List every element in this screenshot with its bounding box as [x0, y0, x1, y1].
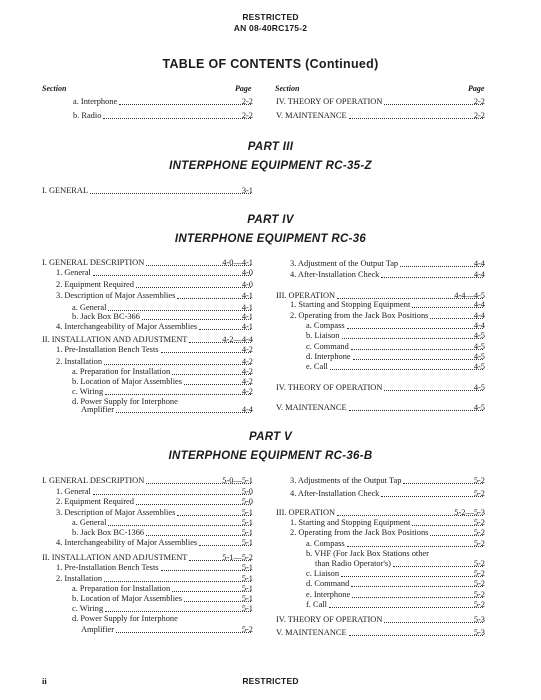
entry-page: 5-0	[241, 497, 253, 506]
entry-label: V. MAINTENANCE	[276, 628, 347, 637]
dot-leader	[329, 607, 483, 608]
dot-leader	[104, 581, 251, 582]
entry-label: 3. Adjustments of the Output Tap	[290, 476, 402, 485]
entry-page: 4-5	[473, 383, 485, 392]
entry-page: 2-2	[241, 111, 253, 120]
toc-entry[interactable]	[290, 518, 485, 528]
entry-label: c. Wiring	[72, 604, 104, 613]
entry-label: b. Jack Box BC-1366	[72, 528, 145, 537]
dot-leader	[146, 535, 251, 536]
dot-leader	[172, 591, 251, 592]
part-iv-title: INTERPHONE EQUIPMENT RC-36	[174, 233, 367, 245]
toc-entry[interactable]	[276, 508, 485, 518]
entry-page: 4-2	[241, 357, 253, 366]
entry-label: f. Call	[306, 600, 327, 609]
entry-page: 5-1	[241, 528, 253, 537]
entry-label: V. MAINTENANCE	[276, 111, 347, 120]
entry-label: a. General	[72, 518, 107, 527]
toc-entry[interactable]	[306, 600, 485, 610]
part-iii-title: INTERPHONE EQUIPMENT RC-35-Z	[169, 160, 372, 172]
entry-page: 5-1	[241, 574, 253, 583]
toc-entry-part3-general[interactable]	[42, 186, 253, 196]
entry-label: 4. After-Installation Check	[290, 489, 380, 498]
toc-entry[interactable]	[42, 335, 253, 345]
entry-label: b. Jack Box BC-366	[72, 312, 140, 321]
entry-label: V. MAINTENANCE	[276, 403, 347, 412]
page-number: ii	[42, 676, 47, 686]
entry-label: I. GENERAL DESCRIPTION	[42, 258, 145, 267]
entry-label: d. Power Supply for Interphone	[72, 397, 178, 406]
entry-label: IV. THEORY OF OPERATION	[276, 615, 383, 624]
toc-entry-radio[interactable]	[73, 111, 253, 121]
document-number: AN 08-40RC175-2	[233, 23, 308, 33]
entry-page: 4-5	[473, 342, 485, 351]
dot-leader	[353, 359, 483, 360]
entry-page: 4-4	[473, 259, 485, 268]
entry-page: 4-0	[241, 280, 253, 289]
toc-entry[interactable]	[306, 590, 485, 600]
toc-entry[interactable]	[306, 569, 485, 579]
toc-entry[interactable]	[290, 489, 485, 499]
toc-entry[interactable]	[72, 518, 253, 528]
toc-entry[interactable]	[290, 300, 485, 310]
entry-label: b. Location of Major Assemblies	[72, 377, 183, 386]
toc-entry[interactable]	[56, 291, 253, 301]
dot-leader	[161, 352, 251, 353]
entry-label: a. Preparation for Installation	[72, 584, 171, 593]
entry-page: 5-2	[473, 579, 485, 588]
entry-page: 4-5	[473, 352, 485, 361]
entry-page: 5-2	[473, 518, 485, 527]
entry-page: 5-2	[473, 590, 485, 599]
dot-leader	[136, 504, 251, 505]
entry-page: 4-2—4-4	[222, 335, 253, 344]
part-v-title: INTERPHONE EQUIPMENT RC-36-B	[168, 450, 373, 462]
entry-label: than Radio Operator's)	[315, 559, 391, 568]
entry-page: 4-4	[473, 300, 485, 309]
dot-leader	[142, 319, 251, 320]
entry-page: 5-2	[473, 528, 485, 537]
entry-label: 3. Description of Major Assemblies	[56, 508, 176, 517]
entry-page: 5-0—5-1	[222, 476, 253, 485]
toc-entry[interactable]	[56, 563, 253, 573]
entry-page: 4-4	[473, 311, 485, 320]
dot-leader	[172, 374, 251, 375]
entry-label: b. Radio	[73, 111, 102, 120]
dot-leader	[90, 193, 251, 194]
toc-entry[interactable]	[56, 538, 253, 548]
entry-page: 5-1	[241, 584, 253, 593]
toc-entry[interactable]	[290, 259, 485, 269]
dot-leader	[341, 576, 483, 577]
toc-entry[interactable]	[72, 594, 253, 604]
entry-label: 1. General	[56, 487, 91, 496]
dot-leader	[384, 622, 483, 623]
toc-entry[interactable]	[56, 268, 253, 278]
part-v-label: PART V	[249, 431, 292, 443]
toc-entry[interactable]	[56, 322, 253, 332]
entry-page: 5-3	[473, 628, 485, 637]
dot-leader	[119, 104, 251, 105]
entry-label: 1. Pre-Installation Bench Tests	[56, 563, 159, 572]
dot-leader	[93, 494, 251, 495]
dot-leader	[104, 364, 251, 365]
toc-entry[interactable]	[56, 574, 253, 584]
dot-leader	[93, 275, 251, 276]
entry-page: 5-2	[473, 559, 485, 568]
entry-page: 4-1	[241, 322, 253, 331]
toc-entry[interactable]	[81, 405, 253, 415]
toc-entry[interactable]	[72, 528, 253, 538]
entry-label: b. Liaison	[306, 331, 340, 340]
entry-label: 4. Interchangeability of Major Assemblies	[56, 322, 198, 331]
toc-entry[interactable]	[72, 604, 253, 614]
entry-label: c. Command	[306, 342, 349, 351]
entry-label: d. Power Supply for Interphone	[72, 614, 178, 623]
toc-entry[interactable]	[276, 383, 485, 393]
toc-entry[interactable]	[72, 367, 253, 377]
entry-page: 4-1	[241, 291, 253, 300]
toc-entry[interactable]	[306, 321, 485, 331]
entry-label: III. OPERATION	[276, 508, 336, 517]
entry-page: 5-2	[473, 476, 485, 485]
entry-page: 4-2	[241, 367, 253, 376]
entry-label: b. VHF (For Jack Box Stations other	[306, 549, 429, 558]
dot-leader	[349, 118, 483, 119]
entry-page: 4-0	[241, 268, 253, 277]
entry-page: 5-2	[473, 600, 485, 609]
toc-entry[interactable]	[81, 625, 253, 635]
toc-entry[interactable]	[42, 553, 253, 563]
entry-page: 4-4	[473, 270, 485, 279]
entry-label: 1. Starting and Stopping Equipment	[290, 518, 411, 527]
entry-label: 2. Equipment Required	[56, 280, 134, 289]
entry-label: II. INSTALLATION AND ADJUSTMENT	[42, 553, 188, 562]
entry-page: 2-2	[473, 97, 485, 106]
toc-entry[interactable]	[306, 549, 485, 559]
dot-leader	[330, 369, 483, 370]
entry-page: 5-2	[241, 625, 253, 634]
toc-entry[interactable]	[306, 539, 485, 549]
dot-leader	[384, 390, 483, 391]
toc-entry[interactable]	[72, 584, 253, 594]
entry-label: 2. Equipment Required	[56, 497, 134, 506]
toc-entry[interactable]	[72, 387, 253, 397]
dot-leader	[177, 298, 251, 299]
dot-leader	[105, 394, 251, 395]
entry-page: 4-4—4-5	[454, 291, 485, 300]
dot-leader	[351, 586, 483, 587]
toc-entry[interactable]	[290, 270, 485, 280]
toc-entry[interactable]	[306, 362, 485, 372]
dot-leader	[161, 570, 251, 571]
dot-leader	[347, 328, 483, 329]
entry-label: II. INSTALLATION AND ADJUSTMENT	[42, 335, 188, 344]
entry-page: 4-5	[473, 403, 485, 412]
entry-label: 3. Adjustment of the Output Tap	[290, 259, 399, 268]
toc-entry[interactable]	[290, 476, 485, 486]
entry-page: 5-1	[241, 518, 253, 527]
entry-label: e. Interphone	[306, 590, 351, 599]
entry-label: 2. Installation	[56, 574, 103, 583]
entry-label: a. Interphone	[73, 97, 118, 106]
entry-label: c. Liaison	[306, 569, 340, 578]
col-page-left: Page	[235, 84, 252, 93]
entry-label: 3. Description of Major Assemblies	[56, 291, 176, 300]
entry-page: 4-2	[241, 377, 253, 386]
toc-entry[interactable]	[42, 476, 253, 486]
entry-label: 4. Interchangeability of Major Assemblies	[56, 538, 198, 547]
entry-page: 5-3	[473, 615, 485, 624]
entry-page: 5-2—5-3	[454, 508, 485, 517]
dot-leader	[347, 546, 483, 547]
entry-page: 4-2	[241, 387, 253, 396]
entry-label: 1. Pre-Installation Bench Tests	[56, 345, 159, 354]
part-iv-label: PART IV	[247, 214, 294, 226]
entry-page: 4-2	[241, 345, 253, 354]
entry-page: 4-4	[241, 405, 253, 414]
dot-leader	[105, 611, 251, 612]
toc-entry[interactable]	[56, 497, 253, 507]
dot-leader	[349, 635, 483, 636]
entry-label: 4. After-Installation Check	[290, 270, 380, 279]
entry-page: 5-2	[473, 539, 485, 548]
entry-label: IV. THEORY OF OPERATION	[276, 97, 383, 106]
toc-entry[interactable]	[276, 403, 485, 413]
entry-page: 5-1—5-2	[222, 553, 253, 562]
entry-page: 4-5	[473, 331, 485, 340]
dot-leader	[412, 307, 483, 308]
restricted-footer: RESTRICTED	[242, 676, 299, 686]
entry-page: 4-5	[473, 362, 485, 371]
entry-label: d. Command	[306, 579, 350, 588]
dot-leader	[108, 310, 251, 311]
toc-entry[interactable]	[72, 377, 253, 387]
toc-entry[interactable]	[306, 352, 485, 362]
dot-leader	[351, 349, 483, 350]
entry-page: 2-2	[241, 97, 253, 106]
entry-page: 5-1	[241, 604, 253, 613]
entry-label: d. Interphone	[306, 352, 351, 361]
entry-label: 1. Starting and Stopping Equipment	[290, 300, 411, 309]
toc-entry[interactable]	[306, 579, 485, 589]
toc-entry[interactable]	[315, 559, 485, 569]
toc-entry[interactable]	[42, 258, 253, 268]
dot-leader	[177, 515, 251, 516]
toc-title: TABLE OF CONTENTS (Continued)	[162, 57, 379, 71]
dot-leader	[381, 277, 483, 278]
entry-page: 5-1	[241, 538, 253, 547]
entry-page: 5-0	[241, 487, 253, 496]
entry-label: Amplifier	[81, 405, 115, 414]
entry-label: IV. THEORY OF OPERATION	[276, 383, 383, 392]
entry-page: 4-1	[241, 312, 253, 321]
dot-leader	[103, 118, 251, 119]
toc-entry-theory[interactable]	[276, 97, 485, 107]
entry-label: 1. General	[56, 268, 91, 277]
entry-page: 5-1	[241, 594, 253, 603]
entry-page: 4-1	[241, 303, 253, 312]
entry-label: 2. Operating from the Jack Box Positions	[290, 528, 429, 537]
entry-page: 4-0—4-1	[222, 258, 253, 267]
dot-leader	[116, 412, 251, 413]
toc-entry[interactable]	[290, 311, 485, 321]
toc-entry-maintenance[interactable]	[276, 111, 485, 121]
entry-label: e. Call	[306, 362, 328, 371]
entry-label: Amplifier	[81, 625, 115, 634]
dot-leader	[384, 104, 483, 105]
toc-entry[interactable]	[56, 487, 253, 497]
toc-entry[interactable]	[276, 628, 485, 638]
entry-label: a. General	[72, 303, 107, 312]
entry-label: c. Wiring	[72, 387, 104, 396]
entry-label: a. Preparation for Installation	[72, 367, 171, 376]
dot-leader	[393, 566, 483, 567]
entry-label: 2. Operating from the Jack Box Positions	[290, 311, 429, 320]
toc-entry[interactable]	[56, 280, 253, 290]
entry-label: 2. Installation	[56, 357, 103, 366]
col-section-left: Section	[42, 84, 67, 93]
entry-label: a. Compass	[306, 321, 345, 330]
dot-leader	[403, 483, 483, 484]
entry-label: III. OPERATION	[276, 291, 336, 300]
col-section-right: Section	[275, 84, 300, 93]
toc-entry[interactable]	[306, 342, 485, 352]
dot-leader	[342, 338, 484, 339]
entry-label: a. Compass	[306, 539, 345, 548]
dot-leader	[108, 525, 251, 526]
entry-label: I. GENERAL	[42, 186, 89, 195]
entry-page: 5-1	[241, 563, 253, 572]
part-iii-label: PART III	[247, 141, 294, 153]
entry-page: 5-2	[473, 569, 485, 578]
dot-leader	[400, 266, 483, 267]
toc-entry[interactable]	[72, 614, 253, 624]
toc-entry[interactable]	[290, 528, 485, 538]
entry-page: 2-2	[473, 111, 485, 120]
entry-label: I. GENERAL DESCRIPTION	[42, 476, 145, 485]
dot-leader	[381, 496, 483, 497]
toc-entry-interphone[interactable]	[73, 97, 253, 107]
toc-entry[interactable]	[56, 357, 253, 367]
dot-leader	[136, 287, 251, 288]
entry-page: 4-4	[473, 321, 485, 330]
toc-entry[interactable]	[306, 331, 485, 341]
toc-entry[interactable]	[56, 508, 253, 518]
dot-leader	[352, 597, 483, 598]
restricted-header: RESTRICTED	[242, 12, 299, 22]
entry-label: b. Location of Major Assemblies	[72, 594, 183, 603]
dot-leader	[412, 525, 483, 526]
toc-entry[interactable]	[276, 615, 485, 625]
entry-page: 5-1	[241, 508, 253, 517]
toc-entry[interactable]	[56, 345, 253, 355]
entry-page: 3-1	[241, 186, 253, 195]
dot-leader	[116, 632, 251, 633]
toc-entry[interactable]	[72, 312, 253, 322]
col-page-right: Page	[468, 84, 485, 93]
dot-leader	[349, 410, 483, 411]
entry-page: 5-2	[473, 489, 485, 498]
